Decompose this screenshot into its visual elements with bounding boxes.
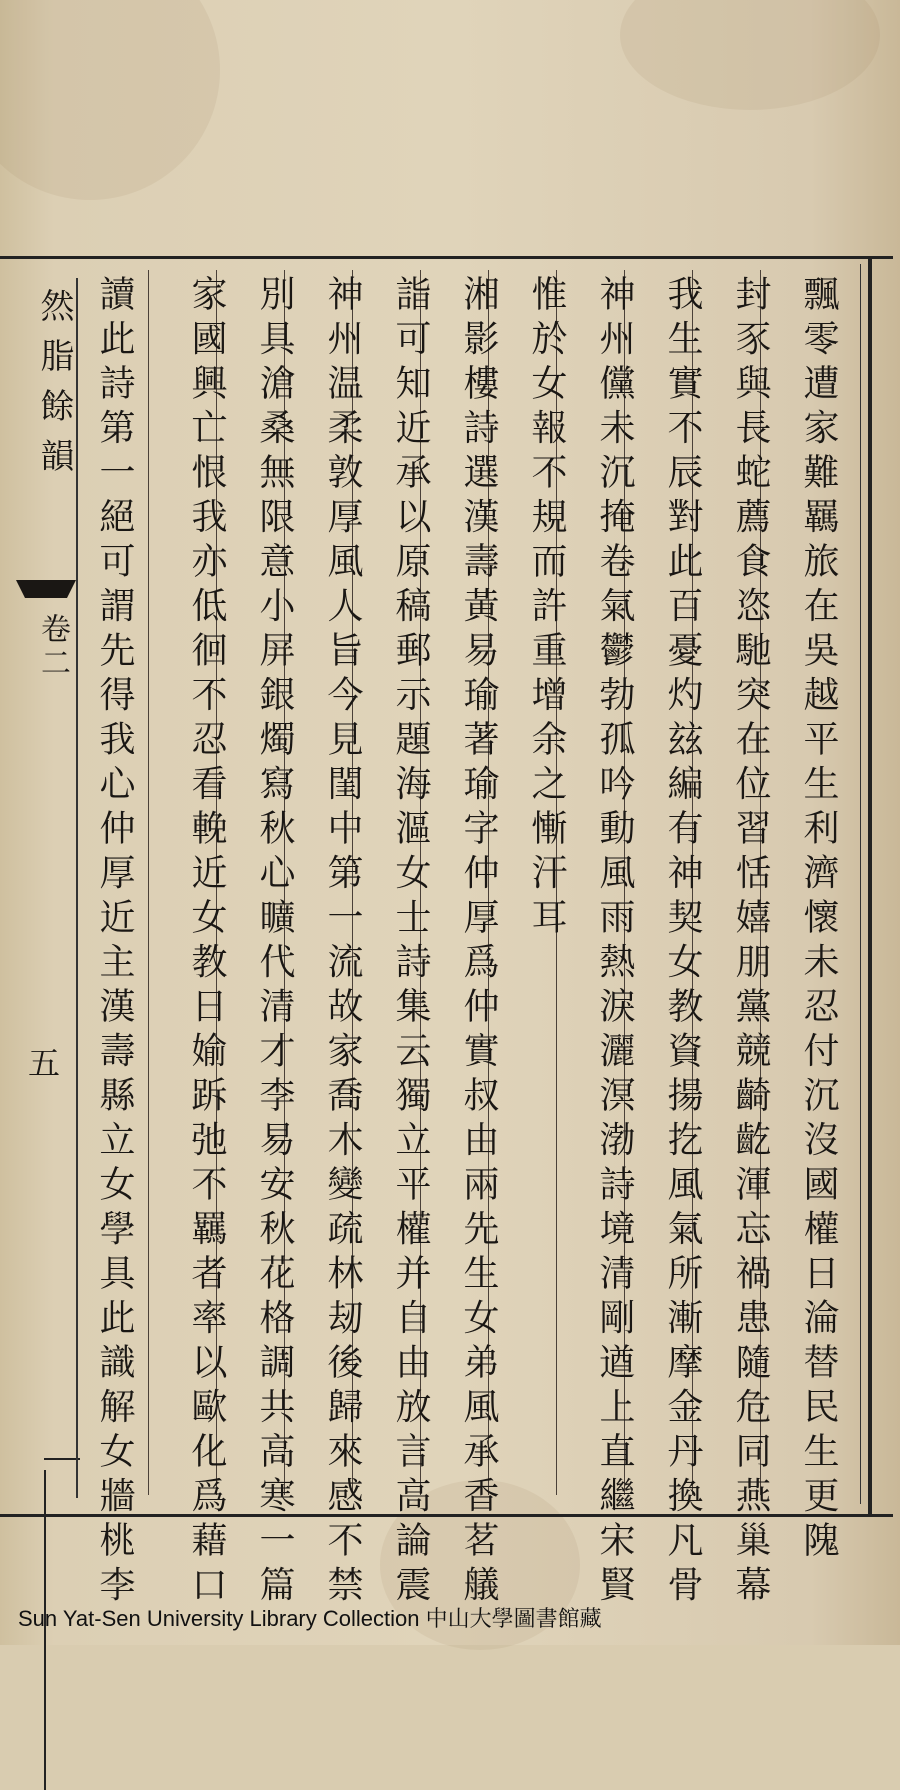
text-column: 別具滄桑無限意小屏銀燭寫秋心曠代清才李易安秋花格調共高寒一篇 [254, 275, 295, 1610]
frame-inner-border [860, 264, 861, 1504]
text-column: 惟於女報不規而許重增余之慚汗耳 [526, 275, 567, 943]
frame-right-border [868, 256, 872, 1514]
text-column: 詣可知近承以原稿郵示題海漚女士詩集云獨立平權并自由放言高論震 [390, 275, 431, 1610]
book-title: 然脂餘韻 [34, 288, 74, 488]
text-column: 飄零遭家難羈旅在吳越平生利濟懷未忍付沉沒國權日淪替民生更隗 [798, 275, 839, 1566]
fishtail-mark [16, 580, 76, 598]
library-watermark: Sun Yat-Sen University Library Collection 中山大學圖書館藏 [18, 1606, 602, 1631]
page-margin-heading [16, 278, 78, 1498]
text-column: 神州温柔敦厚風人旨今見閨中第一流故家喬木變疏林刼後歸來感不禁 [322, 275, 363, 1610]
margin-rule [44, 1458, 80, 1460]
column-rule [148, 270, 149, 1495]
text-column: 封豕與長蛇薦食恣馳突在位習恬嬉朋黨競齮齕渾忘禍患隨危同燕巢幕 [730, 275, 771, 1610]
paper-stain [0, 0, 220, 200]
text-column: 湘影樓詩選漢壽黃易瑜著瑜字仲厚爲仲實叔由兩先生女弟風承香茗艤 [458, 275, 499, 1610]
page-number: 五 [28, 1044, 61, 1082]
text-column: 我生實不辰對此百憂灼玆編有神契女教資揚扢風氣所漸摩金丹換凡骨 [662, 275, 703, 1610]
margin-rule [76, 278, 78, 1498]
volume-label: 卷二 [35, 613, 70, 681]
text-column: 讀此詩第一絕可謂先得我心仲厚近主漢壽縣立女學具此識解女牆桃李 [94, 275, 135, 1610]
text-column: 神州儻未沉掩卷氣鬱勃孤吟動風雨熱淚灑溟渤詩境清剛遒上直繼宋賢 [594, 275, 635, 1610]
paper-stain [620, 0, 880, 110]
text-column: 家國興亡恨我亦低徊不忍看輓近女教日媮跅弛不羈者率以歐化爲藉口 [186, 275, 227, 1610]
